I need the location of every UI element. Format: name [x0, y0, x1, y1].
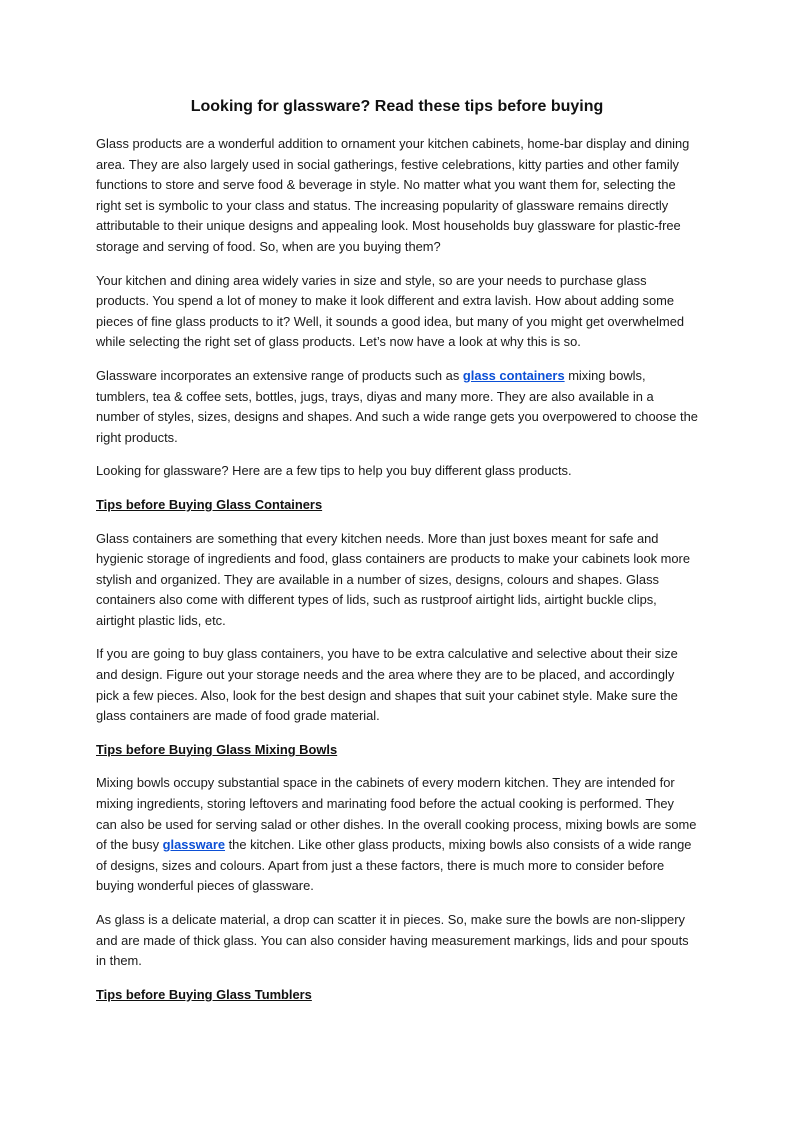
paragraph-text: the kitchen. Like other glass products, mixing bowls also consists of a wide range of designs, sizes and colours. Apart from just a these factors, there is much more to consider before buying wonderful pieces of glassware.	[96, 837, 692, 894]
paragraph-intro: Glass products are a wonderful addition to ornament your kitchen cabinets, home-bar display and dining area. They are also largely used in social gatherings, festive celebrations, kitty parties and other family functions to store and serve food & beverage in style. No matter what you want them for, selecting the right set is symbolic to your class and status. The increasing popularity of glassware remains directly attributable to their unique designs and appealing look. Most households buy glassware for plastic-free storage and serving of food. So, when are you buying them?	[96, 136, 690, 254]
heading-glass-mixing-bowls: Tips before Buying Glass Mixing Bowls	[96, 741, 338, 757]
paragraph-bowls-tips: As glass is a delicate material, a drop can scatter it in pieces. So, make sure the bowls are non-slippery and are made of thick glass. You can also consider having measurement markings, lids and pour spouts in them.	[96, 912, 689, 969]
paragraph-containers-overview: Glass containers are something that every kitchen needs. More than just boxes meant for safe and hygienic storage of ingredients and food, glass containers are products to make your cabinets look more stylish and organized. They are available in a number of sizes, designs, colours and shapes. Glass containers also come with different types of lids, such as rustproof airtight lids, airtight buckle clips, airtight plastic lids, etc.	[96, 530, 691, 628]
heading-glass-containers: Tips before Buying Glass Containers	[96, 496, 323, 512]
paragraph-containers-tips: If you are going to buy glass containers, you have to be extra calculative and selective about their size and design. Figure out your storage needs and the area where they are to be placed, and accordingly pick a few pieces. Also, look for the best design and shapes that suit your cabinet style. Make sure the glass containers are made of food grade material.	[96, 646, 678, 724]
paragraph-kitchen-dining: Your kitchen and dining area widely varies in size and style, so are your needs to purchase glass products. You spend a lot of money to make it look different and extra lavish. How about adding some pieces of fine glass products to it? Well, it sounds a good idea, but many of you might get overwhelmed while selecting the right set of glass products. Let’s now have a look at why this is so.	[96, 272, 685, 350]
document-body	[96, 96, 698, 1018]
paragraph-tips-intro: Looking for glassware? Here are a few tips to help you buy different glass products.	[96, 463, 572, 479]
paragraph-glassware-range	[96, 366, 698, 448]
glass-containers-link[interactable]: glass containers	[462, 367, 565, 383]
heading-glass-tumblers: Tips before Buying Glass Tumblers	[96, 986, 312, 1002]
paragraph-text: Glassware incorporates an extensive range of products such as	[96, 367, 463, 383]
paragraph-text: Mixing bowls occupy substantial space in the cabinets of every modern kitchen. They are intended for mixing ingredients, storing leftovers and marinating food before the actual cooking is performed. They can also be used for serving salad or other dishes. In the overall cooking process, mixing bowls are some of the busy	[96, 775, 697, 853]
paragraph-text: mixing bowls, tumblers, tea & coffee sets, bottles, jugs, trays, diyas and many more. They are also available in a number of styles, sizes, designs and shapes. And such a wide range gets you overpowered to choose the right products.	[96, 367, 698, 445]
paragraph-bowls-overview	[96, 773, 698, 897]
document-title: Looking for glassware? Read these tips before buying	[190, 98, 604, 115]
glassware-link[interactable]: glassware	[162, 837, 226, 853]
